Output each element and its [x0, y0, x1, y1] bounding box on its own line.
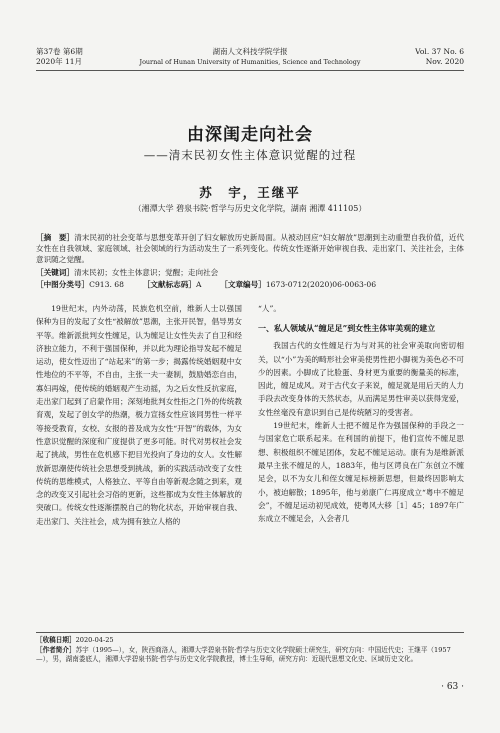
- received-date-label: ［收稿日期］: [36, 636, 76, 644]
- page-number: · 63 ·: [441, 682, 464, 692]
- doc-code-label: ［文献标志码］: [142, 280, 196, 289]
- volume-issue: 第37卷 第6期: [36, 47, 83, 56]
- journal-title-cn: 湖南人文科技学院学报: [212, 47, 288, 56]
- right-lead-text: “人”。: [258, 304, 281, 313]
- volume-issue-en: Vol. 37 No. 6: [415, 47, 464, 56]
- affiliation: （湘潭大学 碧泉书院·哲学与历史文化学院，湖南 湘潭 411105）: [133, 204, 367, 213]
- doc-code-value: A: [195, 280, 202, 289]
- issue-date-en: Nov. 2020: [425, 57, 464, 66]
- clc-value: C913. 68: [89, 280, 124, 289]
- issue-date: 2020年 11月: [36, 57, 83, 66]
- author-bio-label: ［作者简介］: [36, 645, 76, 654]
- article-number-label: ［文章编号］: [220, 280, 266, 289]
- journal-title-header: [120, 47, 380, 67]
- clc-label: ［中图分类号］: [36, 280, 90, 289]
- footnote-rule: [36, 632, 464, 633]
- author-bio-text: 苏宇（1995—），女，陕西商洛人，湘潭大学碧泉书院·哲学与历史文化学院硕士研究生，研究方向：中国近代史；王继平（1957—），男，湖南娄底人，湘潭大学碧泉书院·哲学与历史文化学院教授，博士生导师，研究方向：近现代思想文化史、区域历史文化。: [36, 645, 451, 663]
- header-rule: [36, 70, 464, 71]
- keywords-text: 清末民初；女性主体意识；觉醒；走向社会: [73, 268, 219, 277]
- keywords: [36, 267, 464, 278]
- journal-volume-en: [415, 47, 464, 67]
- article-number-value: 1673-0712(2020)06-0063-06: [265, 280, 377, 289]
- abstract-text: 清末民初的社会变革与思想变革开创了妇女解放历史新局面。从被动回应“妇女解放”思潮到主动重塑自我价值，近代女性在自我领域、家庭领域、社会领域的行为活动发生了一系列变化。传统女性逐渐开始审视自我、走出家门、关注社会，主体意识随之觉醒。: [36, 233, 464, 264]
- right-paragraph-1: 我国古代的女性缠足行为与对其的社会审美取向密切相关，以“小”为美的畸形社会审美使男性把小脚视为美色必不可少的因素。小脚成了比脸蛋、身材更为重要的衡量美的标准，因此，缠足成风。对于古代女子来说，缠足就是用后天的人力手段去改变身体的天然状态，从而满足男性审美以获得宠爱，女性丝毫没有意识到自己是传统陋习的受害者。: [258, 341, 464, 417]
- journal-volume: [36, 47, 83, 67]
- article-subtitle: ——清末民初女性主体意识觉醒的过程: [143, 148, 357, 162]
- abstract: [36, 232, 464, 265]
- received-date-value: 2020-04-25: [75, 636, 114, 644]
- received-date: [36, 636, 464, 646]
- footnotes: [36, 636, 464, 665]
- article-title: 由深闺走向社会: [187, 125, 313, 145]
- abstract-label: ［摘 要］: [36, 233, 75, 242]
- section-heading: 一、私人领域从“缠足足”到女性主体审美观的建立: [258, 323, 436, 334]
- journal-title-en: Journal of Hunan University of Humanities, Science and Technology: [139, 58, 361, 66]
- keywords-label: ［关键词］: [36, 268, 74, 277]
- classification-line: [36, 279, 464, 290]
- left-column: [36, 302, 242, 528]
- left-paragraph: 19世纪末，内外动荡，民族危机空前，维新人士以强国保种为目的发起了女性“被解放”思潮，主张开民智，倡导男女平等。维新派批判女性缠足，认为缠足让女性失去了自卫和经济独立能力，不利于强国保种，并以此为理论指导发起不缠足运动，使女性迈出了“站起来”的第一步；揭露传统婚姻观中女性地位的不平等，不自由，主张一夫一妻制，鼓励婚恋自由，寡妇再嫁，使传统的婚姻观产生动摇，为之后女性反抗家庭，走出家门起到了启蒙作用；深刻地批判女性拒之门外的传统教育观，发起了创女学的热潮，极力宣扬女性应该同男性一样平等接受教育，女校、女报的普及成为女性“开智”的载体，为女性意识觉醒的深度和广度提供了更多可能。时代对男权社会发起了挑战，男性在危机感下把目光投向了身边的女人。女性解放新思潮使传统社会思想受到挑战，新的实践活动改变了女性传统的思维模式，人格独立、平等自由等新观念随之到来，观念的改变又引起社会习俗的更新，这些都成为女性主体解放的突破口。传统女性逐渐摆脱自己的物化状态，开始审视自我、走出家门、关注社会，成为拥有独立人格的: [36, 304, 242, 526]
- authors: 苏 宇，王继平: [199, 185, 301, 200]
- right-column: [258, 302, 464, 525]
- author-bio: [36, 646, 464, 665]
- right-paragraph-2: 19世纪末，维新人士把不缠足作为强国保种的手段之一与国家危亡联系起来。在利国的前提下，他们宣传不缠足思想、积极组织不缠足团体，发起不缠足运动。康有为是维新派最早主张不缠足的人，1883年，他与区谔良在广东创立不缠足会，以不为女儿和侄女缠足标榜新思想，但最终因影响太小，被迫解散；1895年，他与弟康广仁再度成立“粤中不缠足会”，不缠足运动初见成效，使粤风大移［1］45；1897年广东成立不缠足会，入会者几: [258, 421, 464, 524]
